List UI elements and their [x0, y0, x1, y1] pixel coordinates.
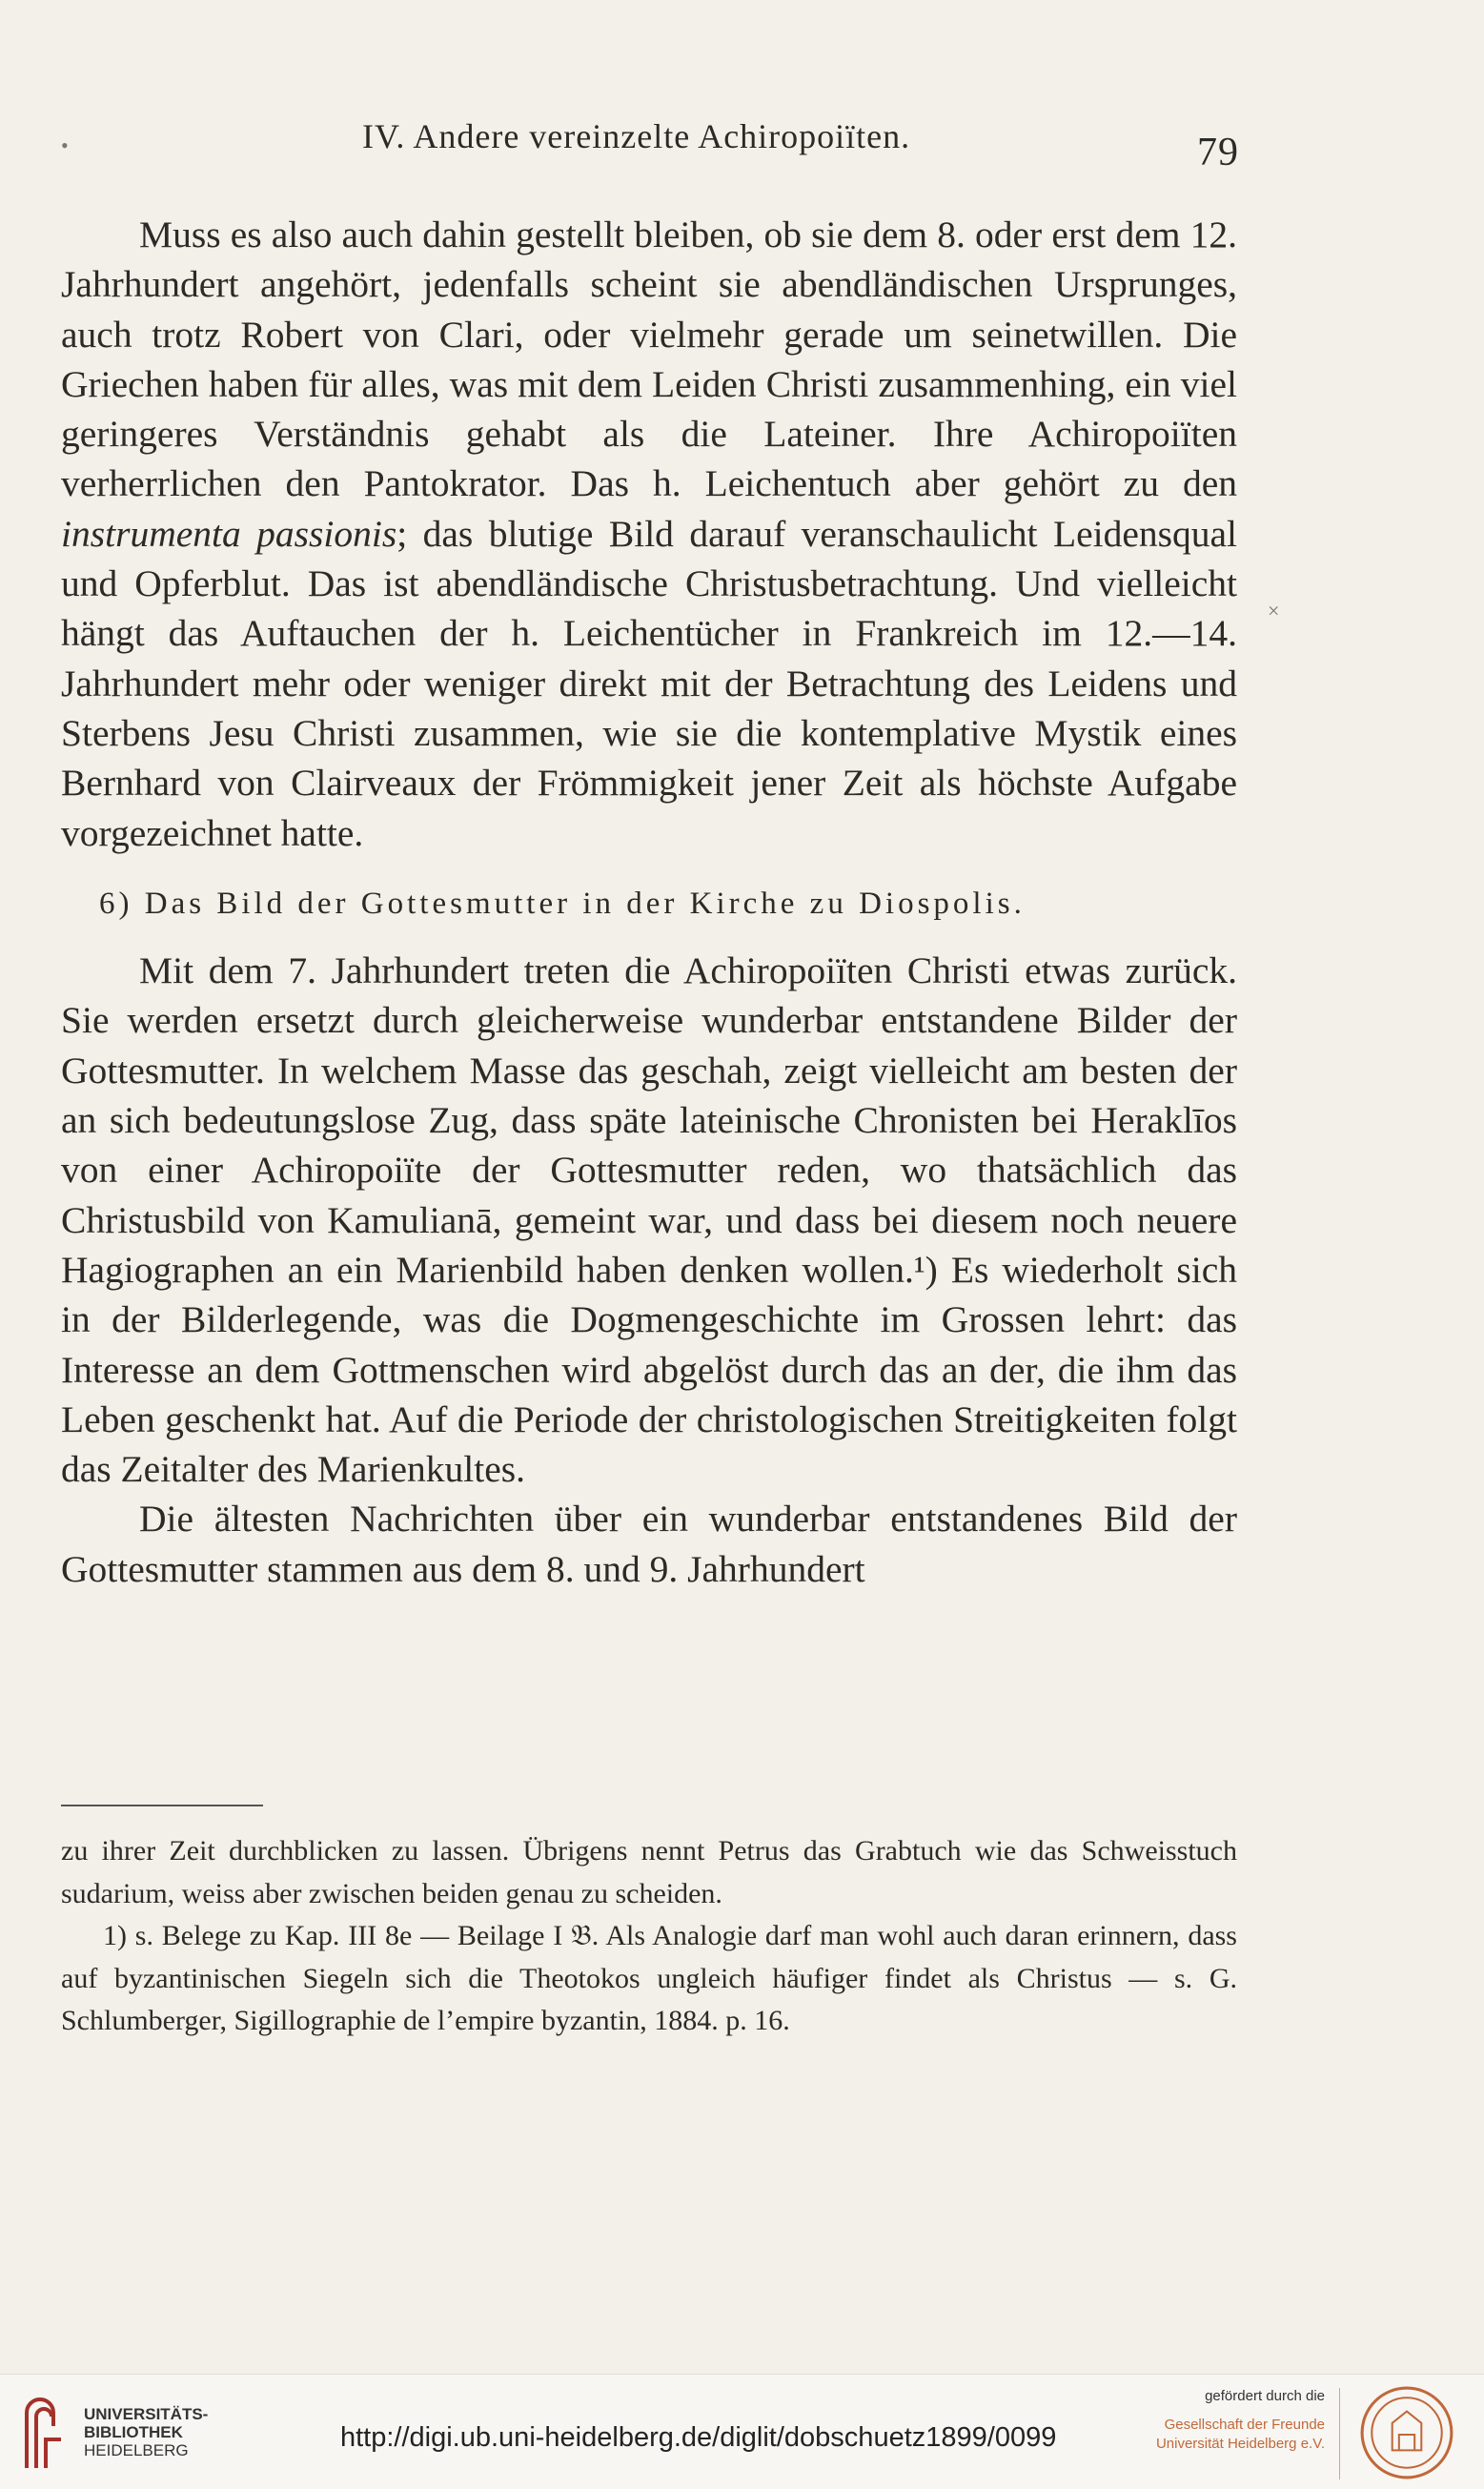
- section-heading: 6) Das Bild der Gottesmutter in der Kirche zu Diospolis.: [99, 886, 1026, 921]
- sponsor-name-line2: Universität Heidelberg e.V.: [1155, 2436, 1325, 2452]
- scan-speck-mark: •: [61, 133, 69, 157]
- running-header: [362, 116, 1239, 174]
- digitization-footer: [0, 2374, 1484, 2489]
- paragraph-1: Muss es also auch dahin gestellt bleiben, ob sie dem 8. oder erst dem 12. Jahrhundert angehört, jedenfalls scheint sie abendländischen Ursprunges, auch trotz Robert von Clari, oder vielmehr gerade um seinetwillen. Die Griechen haben für alles, was mit dem Leiden Christi zusammenhing, ein viel geringeres Verständnis gehabt als die Lateiner. Ihre Achiropoiïten verherrlichen den Pantokrator. Das h. Leichentuch aber gehört zu den instrumenta passionis; das blutige Bild darauf veranschaulicht Leidensqual und Opferblut. Das ist abendländische Christusbetrachtung. Und vielleicht hängt das Auftauchen der h. Leichentücher in Frankreich im 12.—14. Jahrhundert mehr oder weniger direkt mit der Betrachtung des Leidens und Sterbens Jesu Christi zusammen, wie sie die kontemplative Mystik eines Bernhard von Clairveaux der Frömmigkeit jener Zeit als höchste Aufgabe vorgezeichnet hatte.: [61, 214, 1237, 854]
- sponsor-label: gefördert durch die: [1205, 2388, 1325, 2404]
- sponsor-block: [1134, 2388, 1325, 2454]
- library-name: UNIVERSITÄTS- BIBLIOTHEK HEIDELBERG: [84, 2405, 209, 2459]
- page-number: 79: [1197, 131, 1239, 174]
- latin-term: instrumenta passionis: [61, 512, 397, 555]
- library-logo-icon: [17, 2392, 71, 2472]
- permalink-url[interactable]: http://digi.ub.uni-heidelberg.de/diglit/dobschuetz1899/0099: [340, 2422, 1057, 2453]
- footnote-1: 1) s. Belege zu Kap. III 8e — Beilage I 𝔅. Als Analogie darf man wohl auch daran erinnern, dass auf byzantinischen Siegeln sich die Theotokos ungleich häufiger findet als Christus — s. G. Schlumberger, Sigillographie de l’empire byzantin, 1884. p. 16.: [61, 1920, 1237, 2036]
- footnotes: [61, 1830, 1237, 2043]
- paragraph-3: Die ältesten Nachrichten über ein wunderbar entstandenes Bild der Gottesmutter stammen aus dem 8. und 9. Jahrhundert: [61, 1498, 1237, 1590]
- university-seal-icon: [1358, 2384, 1455, 2481]
- main-text: [61, 210, 1237, 1594]
- footnote-rule: [61, 1805, 263, 1806]
- sponsor-divider: [1339, 2388, 1340, 2479]
- paragraph-2: Mit dem 7. Jahrhundert treten die Achiropoiïten Christi etwas zurück. Sie werden ersetzt durch gleicherweise wunderbar entstandene Bilder der Gottesmutter. In welchem Masse das geschah, zeigt vielleicht am besten der an sich bedeutungslose Zug, dass späte lateinische Chronisten bei Heraklīos von einer Achiropoiïte der Gottesmutter reden, wo thatsächlich das Christusbild von Kamulianā, gemeint war, und dass bei diesem noch neuere Hagiographen an ein Marienbild haben denken wollen.¹) Es wiederholt sich in der Bilderlegende, was die Dogmengeschichte im Grossen lehrt: das Interesse an dem Gottmenschen wird abgelöst durch das an der, die ihm das Leben geschenkt hat. Auf die Periode der christologischen Streitigkeiten folgt das Zeitalter des Marienkultes.: [61, 949, 1237, 1491]
- footnote-continuation: zu ihrer Zeit durchblicken zu lassen. Übrigens nennt Petrus das Grabtuch wie das Schweisstuch sudarium, weiss aber zwischen beiden genau zu scheiden.: [61, 1835, 1237, 1909]
- margin-x-mark: ×: [1268, 599, 1280, 622]
- running-title: IV. Andere vereinzelte Achiropoiïten.: [362, 117, 911, 155]
- sponsor-name-line1: Gesellschaft der Freunde: [1164, 2417, 1325, 2433]
